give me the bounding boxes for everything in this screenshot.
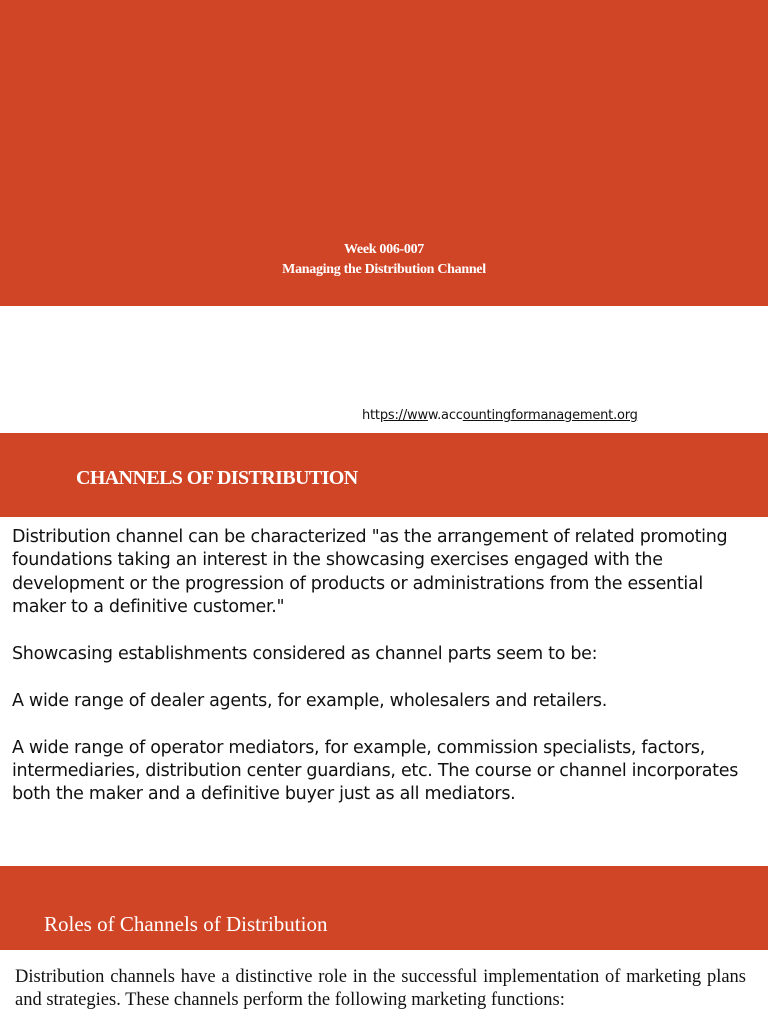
section-body-roles [15, 966, 746, 1012]
week-label: Week 006-007 [343, 242, 424, 257]
section-header-roles [0, 866, 768, 950]
source-link-part: ountingformanagement.org [462, 408, 638, 423]
paragraph: A wide range of dealer agents, for example, wholesalers and retailers. [12, 690, 607, 711]
source-link-part: w.acc [427, 408, 463, 423]
source-link[interactable] [362, 408, 638, 423]
lesson-title: Managing the Distribution Channel [282, 262, 486, 277]
source-link-part: htt [362, 408, 380, 423]
paragraph: Distribution channel can be characterized "as the arrangement of related promoting foundations taking an interest in the showcasing exercises engaged with the development or the progression of products or administrations from the essential maker to a definitive customer." [12, 527, 728, 618]
section-title-roles: Roles of Channels of Distribution [44, 912, 328, 936]
paragraph: A wide range of operator mediators, for example, commission specialists, factors, intermediaries, distribution center guardians, etc. The course or channel incorporates both the maker and a definitive buyer just as all mediators. [12, 737, 739, 805]
hero-title-block [0, 240, 768, 280]
source-link-part: ps://ww [379, 408, 428, 423]
section-title-channels: CHANNELS OF DISTRIBUTION [76, 467, 358, 489]
section-body-channels [12, 526, 752, 830]
paragraph: Distribution channels have a distinctive role in the successful implementation of marketing plans and strategies. These channels perform the following marketing functions: [15, 967, 746, 1010]
paragraph: Showcasing establishments considered as channel parts seem to be: [12, 644, 598, 665]
